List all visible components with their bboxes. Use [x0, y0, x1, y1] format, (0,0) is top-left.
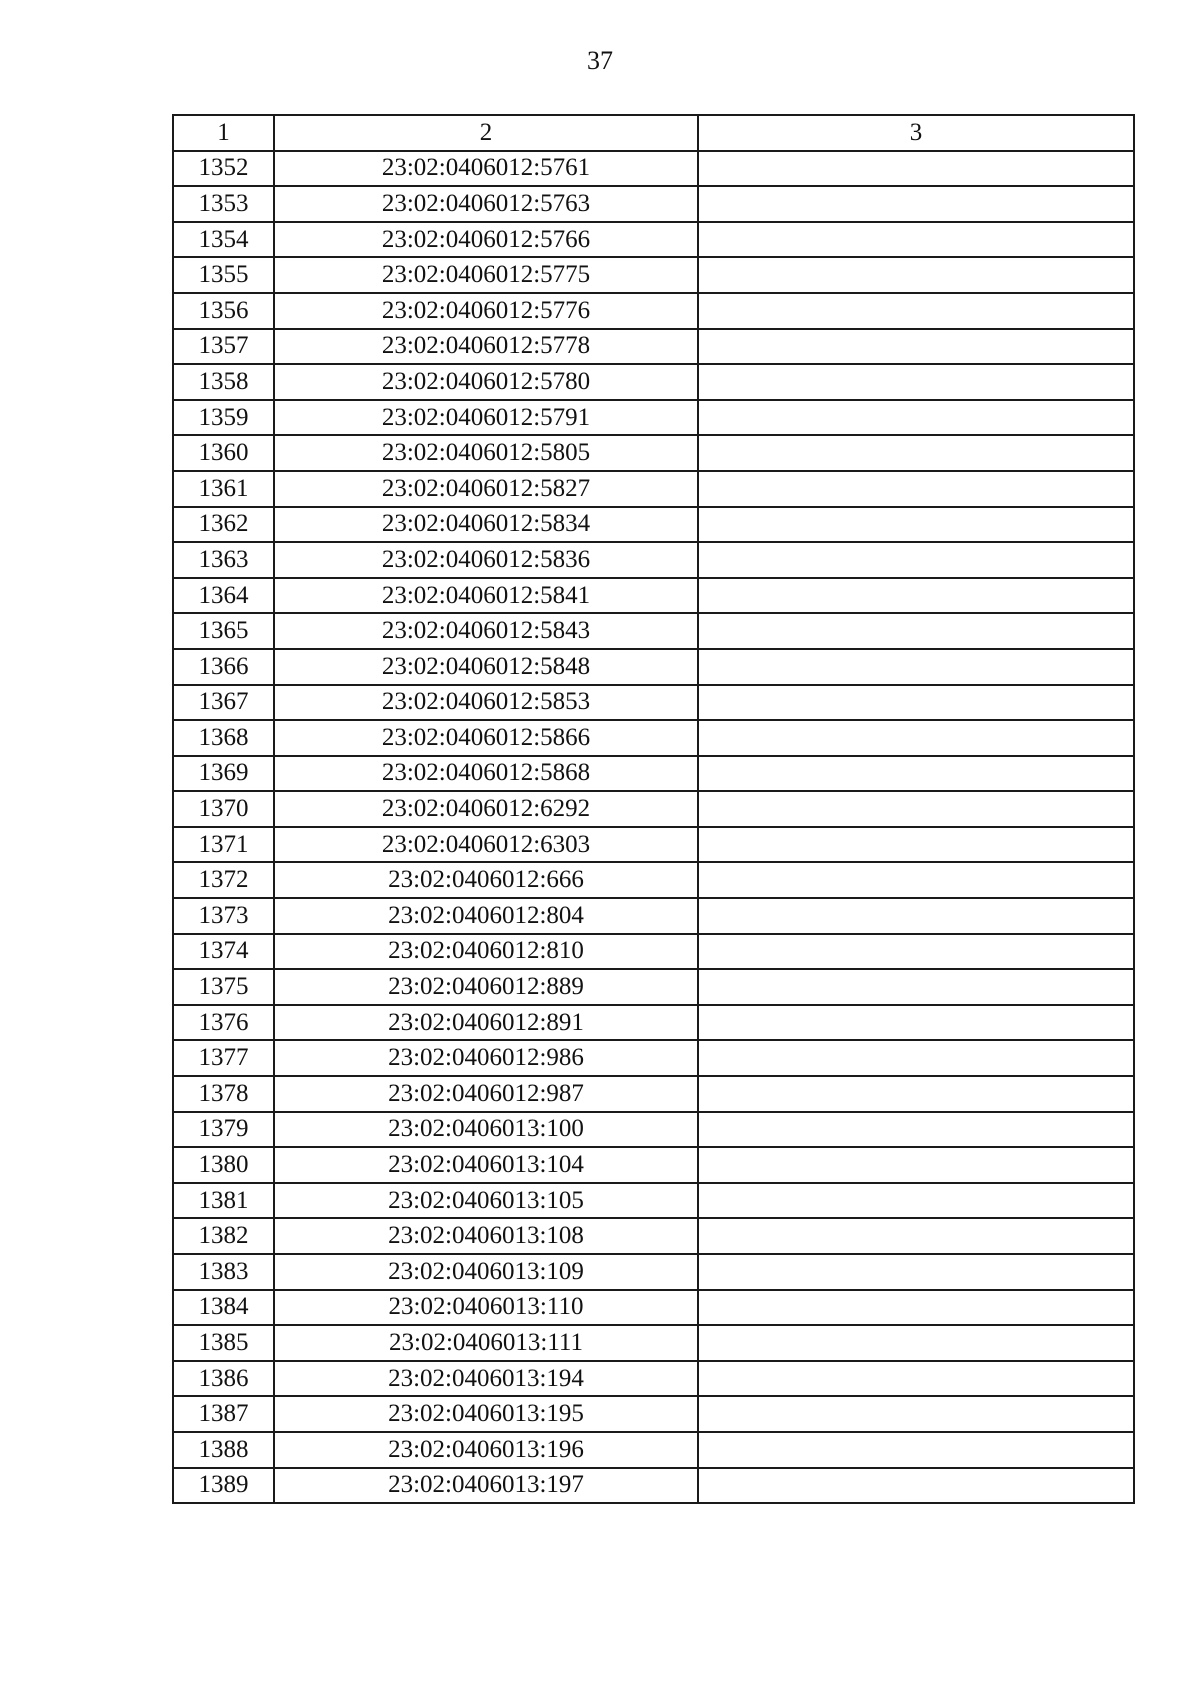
table-row: [173, 934, 1134, 970]
cadastral-number-cell: 23:02:0406012:5778: [274, 329, 698, 365]
table-row: [173, 471, 1134, 507]
table-row: [173, 1183, 1134, 1219]
cadastral-number-cell: 23:02:0406013:194: [274, 1361, 698, 1397]
table-row: [173, 1325, 1134, 1361]
table-row: [173, 364, 1134, 400]
row-number-cell: 1383: [173, 1254, 274, 1290]
note-cell: [698, 791, 1134, 827]
cadastral-number-cell: 23:02:0406012:810: [274, 934, 698, 970]
table-row: [173, 1112, 1134, 1148]
table-row: [173, 435, 1134, 471]
table-row: [173, 720, 1134, 756]
row-number-cell: 1368: [173, 720, 274, 756]
row-number-cell: 1365: [173, 613, 274, 649]
row-number-cell: 1355: [173, 257, 274, 293]
row-number-cell: 1357: [173, 329, 274, 365]
cadastral-number-cell: 23:02:0406012:6303: [274, 827, 698, 863]
cadastral-number-cell: 23:02:0406012:5836: [274, 542, 698, 578]
cadastral-number-cell: 23:02:0406012:5853: [274, 685, 698, 721]
row-number-cell: 1386: [173, 1361, 274, 1397]
cadastral-number-cell: 23:02:0406012:5805: [274, 435, 698, 471]
table-row: [173, 827, 1134, 863]
table-row: [173, 329, 1134, 365]
table-row: [173, 898, 1134, 934]
note-cell: [698, 471, 1134, 507]
note-cell: [698, 1183, 1134, 1219]
note-cell: [698, 1361, 1134, 1397]
row-number-cell: 1373: [173, 898, 274, 934]
note-cell: [698, 151, 1134, 187]
cadastral-number-cell: 23:02:0406012:5766: [274, 222, 698, 258]
cadastral-number-cell: 23:02:0406012:986: [274, 1040, 698, 1076]
note-cell: [698, 1218, 1134, 1254]
table-row: [173, 186, 1134, 222]
cadastral-number-cell: 23:02:0406012:6292: [274, 791, 698, 827]
cadastral-number-cell: 23:02:0406012:5791: [274, 400, 698, 436]
note-cell: [698, 1147, 1134, 1183]
cadastral-number-cell: 23:02:0406012:5827: [274, 471, 698, 507]
table-row: [173, 578, 1134, 614]
row-number-cell: 1380: [173, 1147, 274, 1183]
table-row: [173, 293, 1134, 329]
table-row: [173, 1147, 1134, 1183]
note-cell: [698, 1040, 1134, 1076]
row-number-cell: 1364: [173, 578, 274, 614]
note-cell: [698, 186, 1134, 222]
column-header-3: 3: [698, 115, 1134, 151]
cadastral-number-cell: 23:02:0406012:666: [274, 862, 698, 898]
cadastral-number-cell: 23:02:0406012:5868: [274, 756, 698, 792]
cadastral-number-cell: 23:02:0406013:109: [274, 1254, 698, 1290]
row-number-cell: 1358: [173, 364, 274, 400]
table-row: [173, 1396, 1134, 1432]
table-row: [173, 862, 1134, 898]
cadastral-number-cell: 23:02:0406012:5776: [274, 293, 698, 329]
note-cell: [698, 293, 1134, 329]
note-cell: [698, 507, 1134, 543]
note-cell: [698, 1325, 1134, 1361]
cadastral-number-cell: 23:02:0406012:5848: [274, 649, 698, 685]
note-cell: [698, 649, 1134, 685]
cadastral-number-cell: 23:02:0406013:100: [274, 1112, 698, 1148]
row-number-cell: 1375: [173, 969, 274, 1005]
note-cell: [698, 1254, 1134, 1290]
cadastral-number-cell: 23:02:0406012:987: [274, 1076, 698, 1112]
note-cell: [698, 542, 1134, 578]
cadastral-number-cell: 23:02:0406012:5843: [274, 613, 698, 649]
table-row: [173, 1468, 1134, 1504]
column-header-1: 1: [173, 115, 274, 151]
row-number-cell: 1389: [173, 1468, 274, 1504]
note-cell: [698, 1396, 1134, 1432]
note-cell: [698, 613, 1134, 649]
cadastral-number-cell: 23:02:0406013:197: [274, 1468, 698, 1504]
table-header-row: [173, 115, 1134, 151]
table-row: [173, 1076, 1134, 1112]
note-cell: [698, 685, 1134, 721]
table-row: [173, 222, 1134, 258]
row-number-cell: 1361: [173, 471, 274, 507]
cadastral-number-cell: 23:02:0406013:108: [274, 1218, 698, 1254]
cadastral-number-cell: 23:02:0406013:105: [274, 1183, 698, 1219]
row-number-cell: 1388: [173, 1432, 274, 1468]
row-number-cell: 1354: [173, 222, 274, 258]
table-row: [173, 685, 1134, 721]
note-cell: [698, 1432, 1134, 1468]
table-row: [173, 649, 1134, 685]
note-cell: [698, 1112, 1134, 1148]
row-number-cell: 1367: [173, 685, 274, 721]
note-cell: [698, 934, 1134, 970]
cadastral-number-cell: 23:02:0406012:5761: [274, 151, 698, 187]
row-number-cell: 1363: [173, 542, 274, 578]
row-number-cell: 1381: [173, 1183, 274, 1219]
column-header-2: 2: [274, 115, 698, 151]
table-row: [173, 542, 1134, 578]
note-cell: [698, 969, 1134, 1005]
cadastral-number-cell: 23:02:0406013:104: [274, 1147, 698, 1183]
row-number-cell: 1356: [173, 293, 274, 329]
table-row: [173, 151, 1134, 187]
table-row: [173, 1254, 1134, 1290]
note-cell: [698, 756, 1134, 792]
table-row: [173, 507, 1134, 543]
row-number-cell: 1370: [173, 791, 274, 827]
table-row: [173, 1290, 1134, 1326]
table-row: [173, 756, 1134, 792]
row-number-cell: 1360: [173, 435, 274, 471]
note-cell: [698, 1005, 1134, 1041]
cadastral-number-cell: 23:02:0406012:5763: [274, 186, 698, 222]
row-number-cell: 1371: [173, 827, 274, 863]
note-cell: [698, 578, 1134, 614]
cadastral-number-cell: 23:02:0406012:804: [274, 898, 698, 934]
page-number: 37: [587, 46, 613, 75]
note-cell: [698, 400, 1134, 436]
cadastral-number-cell: 23:02:0406012:5834: [274, 507, 698, 543]
row-number-cell: 1379: [173, 1112, 274, 1148]
row-number-cell: 1374: [173, 934, 274, 970]
note-cell: [698, 862, 1134, 898]
row-number-cell: 1362: [173, 507, 274, 543]
table-row: [173, 257, 1134, 293]
cadastral-number-cell: 23:02:0406012:5866: [274, 720, 698, 756]
row-number-cell: 1387: [173, 1396, 274, 1432]
note-cell: [698, 222, 1134, 258]
table-row: [173, 400, 1134, 436]
table-row: [173, 1432, 1134, 1468]
cadastral-number-cell: 23:02:0406012:5775: [274, 257, 698, 293]
row-number-cell: 1369: [173, 756, 274, 792]
cadastral-number-cell: 23:02:0406013:196: [274, 1432, 698, 1468]
note-cell: [698, 435, 1134, 471]
note-cell: [698, 898, 1134, 934]
table-row: [173, 969, 1134, 1005]
row-number-cell: 1378: [173, 1076, 274, 1112]
row-number-cell: 1382: [173, 1218, 274, 1254]
note-cell: [698, 720, 1134, 756]
note-cell: [698, 364, 1134, 400]
note-cell: [698, 827, 1134, 863]
note-cell: [698, 329, 1134, 365]
table-row: [173, 1040, 1134, 1076]
row-number-cell: 1366: [173, 649, 274, 685]
note-cell: [698, 1076, 1134, 1112]
table-row: [173, 1005, 1134, 1041]
row-number-cell: 1384: [173, 1290, 274, 1326]
table-row: [173, 791, 1134, 827]
cadastral-number-cell: 23:02:0406013:195: [274, 1396, 698, 1432]
row-number-cell: 1377: [173, 1040, 274, 1076]
cadastral-number-cell: 23:02:0406012:5780: [274, 364, 698, 400]
row-number-cell: 1359: [173, 400, 274, 436]
table-row: [173, 1218, 1134, 1254]
cadastral-number-cell: 23:02:0406013:111: [274, 1325, 698, 1361]
cadastral-table: [172, 114, 1135, 1504]
row-number-cell: 1385: [173, 1325, 274, 1361]
cadastral-number-cell: 23:02:0406012:5841: [274, 578, 698, 614]
note-cell: [698, 1290, 1134, 1326]
note-cell: [698, 1468, 1134, 1504]
row-number-cell: 1376: [173, 1005, 274, 1041]
note-cell: [698, 257, 1134, 293]
table-row: [173, 613, 1134, 649]
table-row: [173, 1361, 1134, 1397]
cadastral-number-cell: 23:02:0406012:889: [274, 969, 698, 1005]
row-number-cell: 1353: [173, 186, 274, 222]
cadastral-number-cell: 23:02:0406012:891: [274, 1005, 698, 1041]
row-number-cell: 1372: [173, 862, 274, 898]
cadastral-number-cell: 23:02:0406013:110: [274, 1290, 698, 1326]
row-number-cell: 1352: [173, 151, 274, 187]
